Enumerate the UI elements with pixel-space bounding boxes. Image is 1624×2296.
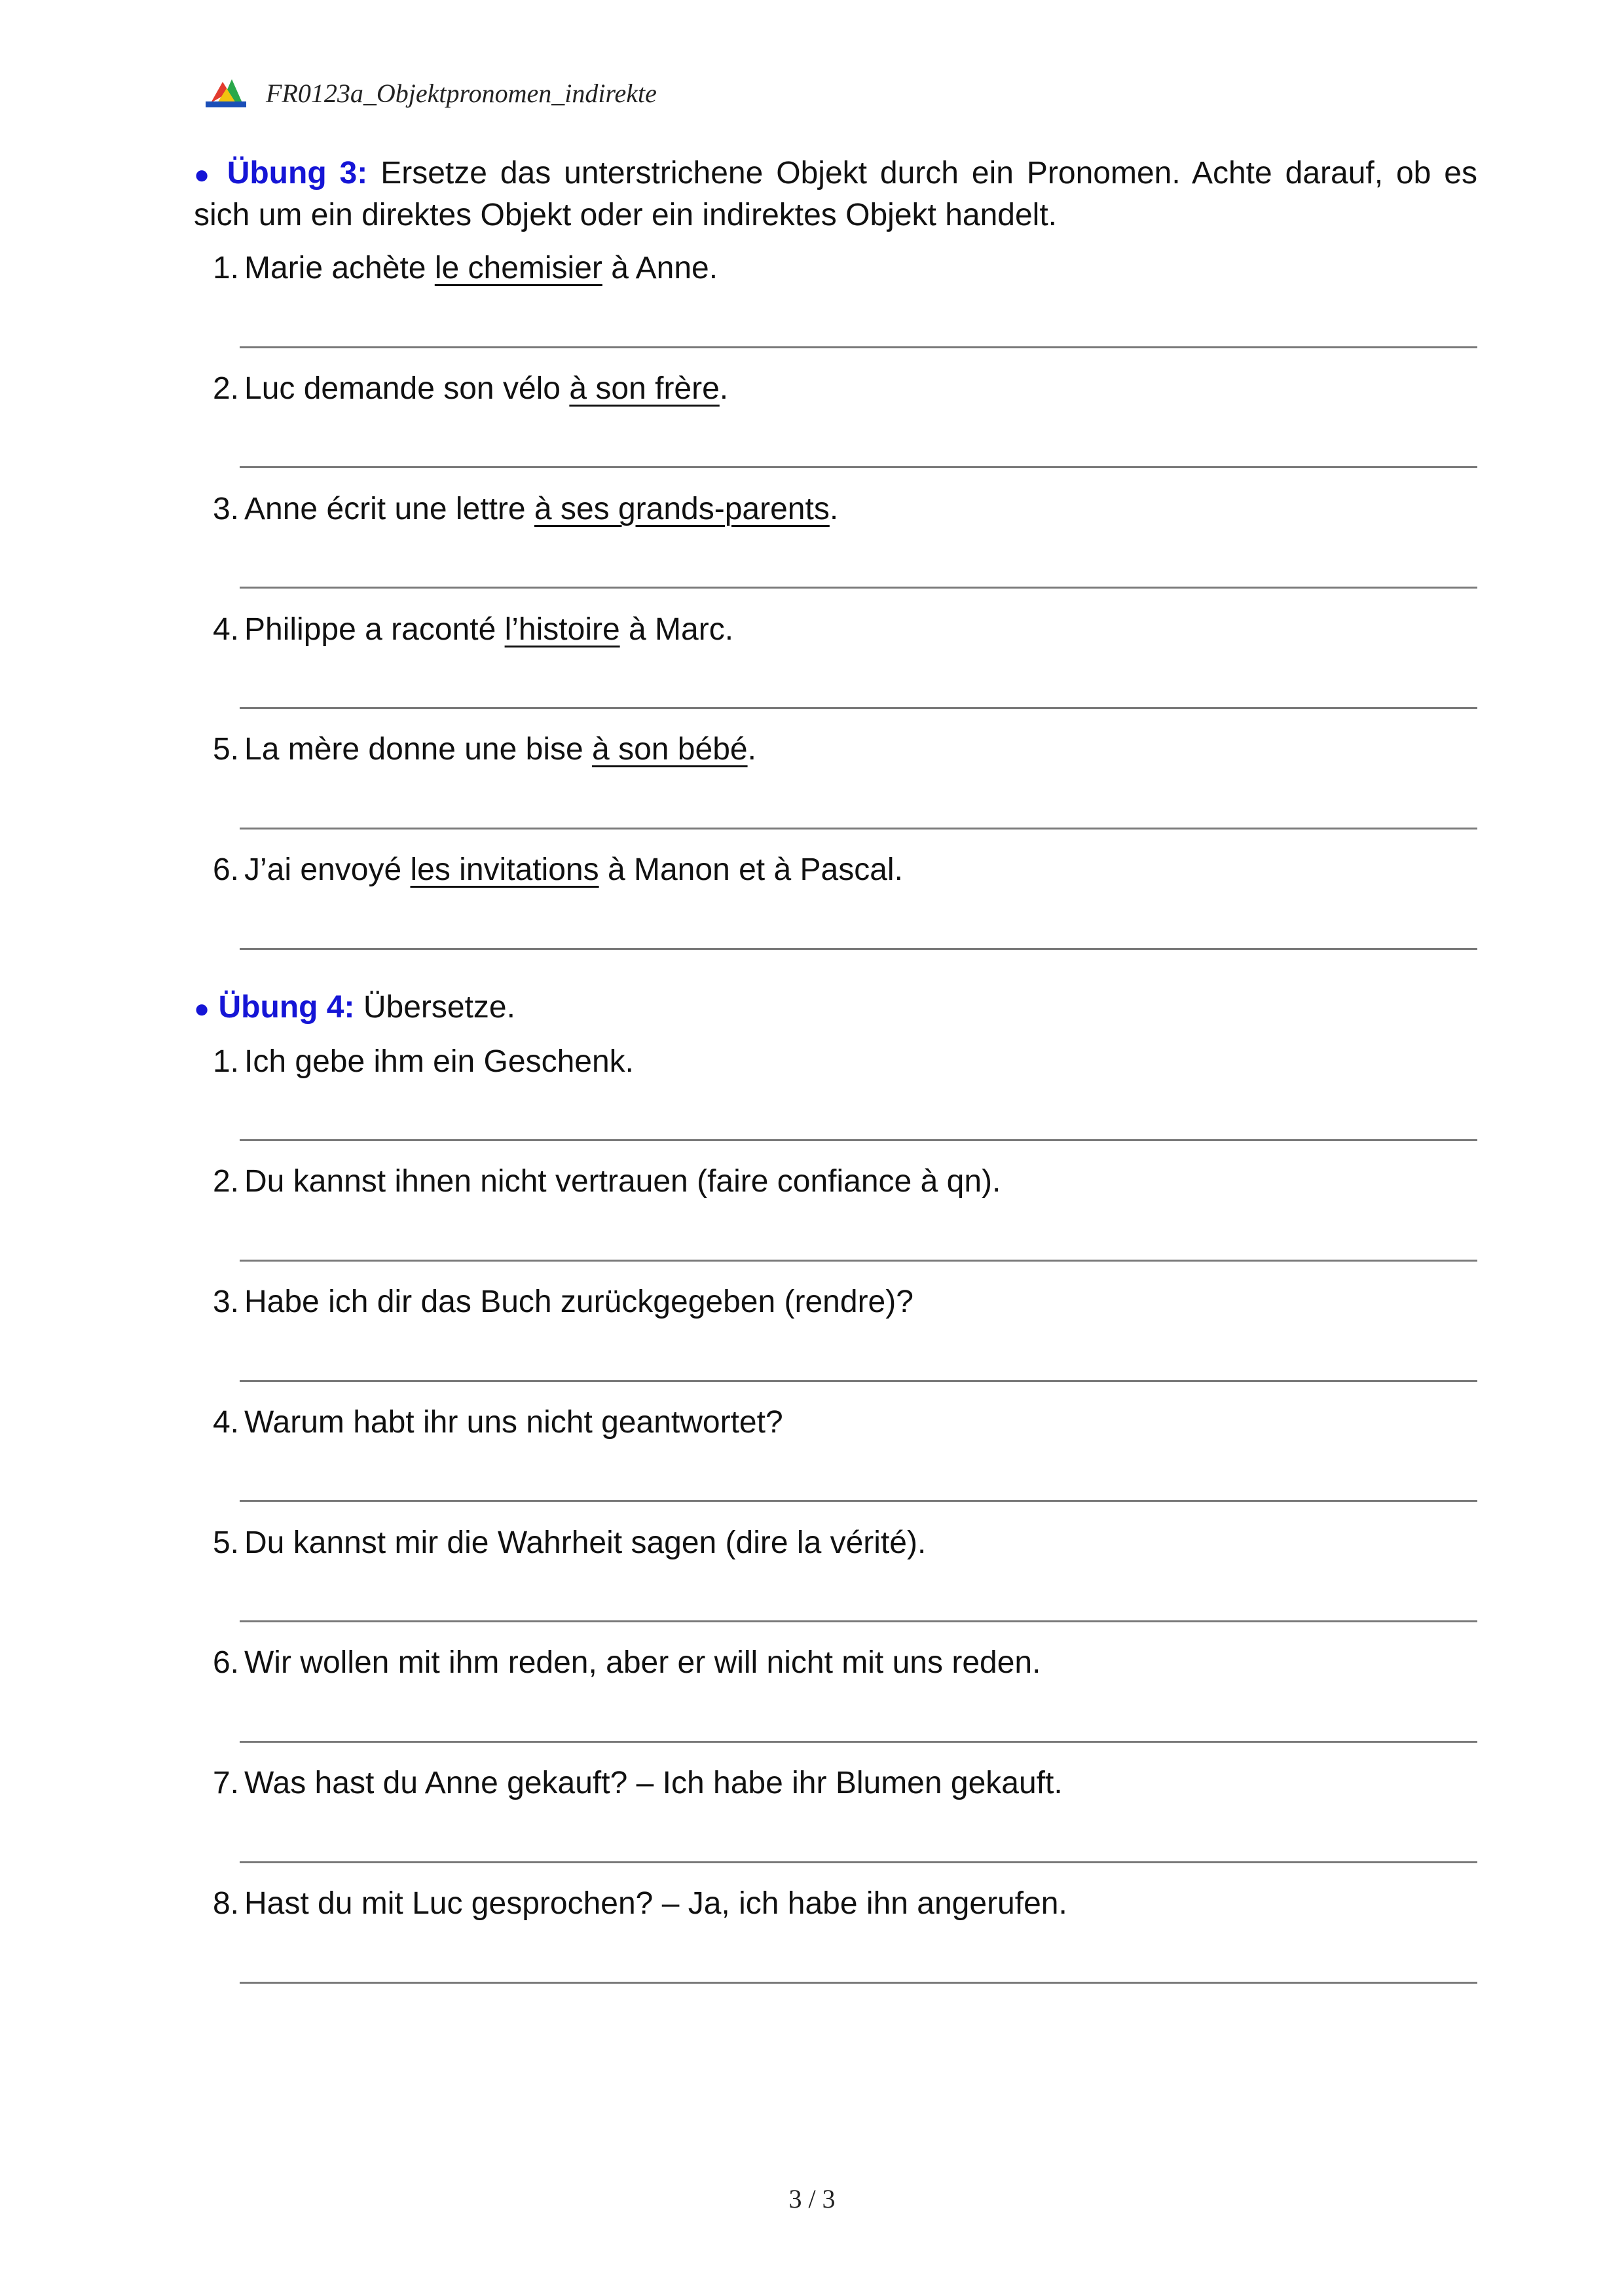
exercise-3-item-4: 4. Philippe a raconté l’histoire à Marc. (212, 612, 734, 647)
underlined-object: l’histoire (504, 612, 620, 647)
exercise-3-instruction (194, 153, 1477, 236)
answer-line[interactable] (240, 1260, 1477, 1262)
exercise-4-item-3: 3. Habe ich dir das Buch zurückgegeben (rendre)? (212, 1285, 913, 1319)
bullet-icon: ● (194, 994, 210, 1023)
exercise-4-item-5: 5. Du kannst mir die Wahrheit sagen (dire la vérité). (212, 1525, 927, 1560)
answer-line[interactable] (240, 828, 1477, 829)
underlined-object: à son bébé (592, 732, 748, 767)
exercise-3-item-1: 1. Marie achète le chemisier à Anne. (212, 251, 718, 285)
bullet-icon: ● (194, 160, 214, 189)
page-number: 3 / 3 (788, 2184, 836, 2214)
answer-line[interactable] (240, 1500, 1477, 1502)
page-header (203, 73, 657, 113)
exercise-3-item-2: 2. Luc demande son vélo à son frère. (212, 371, 729, 406)
exercise-4-item-2: 2. Du kannst ihnen nicht vertrauen (faire confiance à qn). (212, 1164, 1001, 1199)
answer-line[interactable] (240, 346, 1477, 348)
answer-line[interactable] (240, 1861, 1477, 1863)
answer-line[interactable] (240, 948, 1477, 950)
exercise-4-item-7: 7. Was hast du Anne gekauft? – Ich habe ihr Blumen gekauft. (212, 1766, 1063, 1800)
underlined-object: le chemisier (434, 251, 602, 285)
answer-line[interactable] (240, 1139, 1477, 1141)
exercise-4-label: Übung 4: (218, 990, 355, 1025)
exercise-4-item-1: 1. Ich gebe ihm ein Geschenk. (212, 1044, 635, 1079)
logo-icon (203, 77, 249, 109)
underlined-object: les invitations (410, 852, 599, 887)
answer-line[interactable] (240, 1380, 1477, 1382)
underlined-object: à ses grands-parents (534, 492, 830, 526)
exercise-4-text: Übersetze. (363, 990, 515, 1025)
answer-line[interactable] (240, 466, 1477, 468)
exercise-3-item-5: 5. La mère donne une bise à son bébé. (212, 732, 756, 767)
document-title: FR0123a_Objektpronomen_indirekte (266, 78, 657, 108)
exercise-4-item-8: 8. Hast du mit Luc gesprochen? – Ja, ich habe ihn angerufen. (212, 1886, 1067, 1921)
exercise-4-item-6: 6. Wir wollen mit ihm reden, aber er will nicht mit uns reden. (212, 1645, 1041, 1680)
answer-line[interactable] (240, 1982, 1477, 1984)
exercise-4-item-4: 4. Warum habt ihr uns nicht geantwortet? (212, 1405, 783, 1440)
exercise-3-item-6: 6. J’ai envoyé les invitations à Manon et à Pascal. (212, 852, 903, 887)
exercise-4-instruction (194, 987, 1477, 1029)
answer-line[interactable] (240, 587, 1477, 589)
answer-line[interactable] (240, 1620, 1477, 1622)
exercise-3-text: Ersetze das unterstrichene Objekt durch ein Pronomen. Achte darauf, ob es sich um ein direktes Objekt oder ein indirektes Objekt handelt. (194, 156, 1477, 232)
underlined-object: à son frère (569, 371, 720, 406)
exercise-3-item-3: 3. Anne écrit une lettre à ses grands-parents. (212, 492, 839, 526)
exercise-3-label: Übung 3: (227, 156, 368, 191)
answer-line[interactable] (240, 1741, 1477, 1743)
answer-line[interactable] (240, 707, 1477, 709)
